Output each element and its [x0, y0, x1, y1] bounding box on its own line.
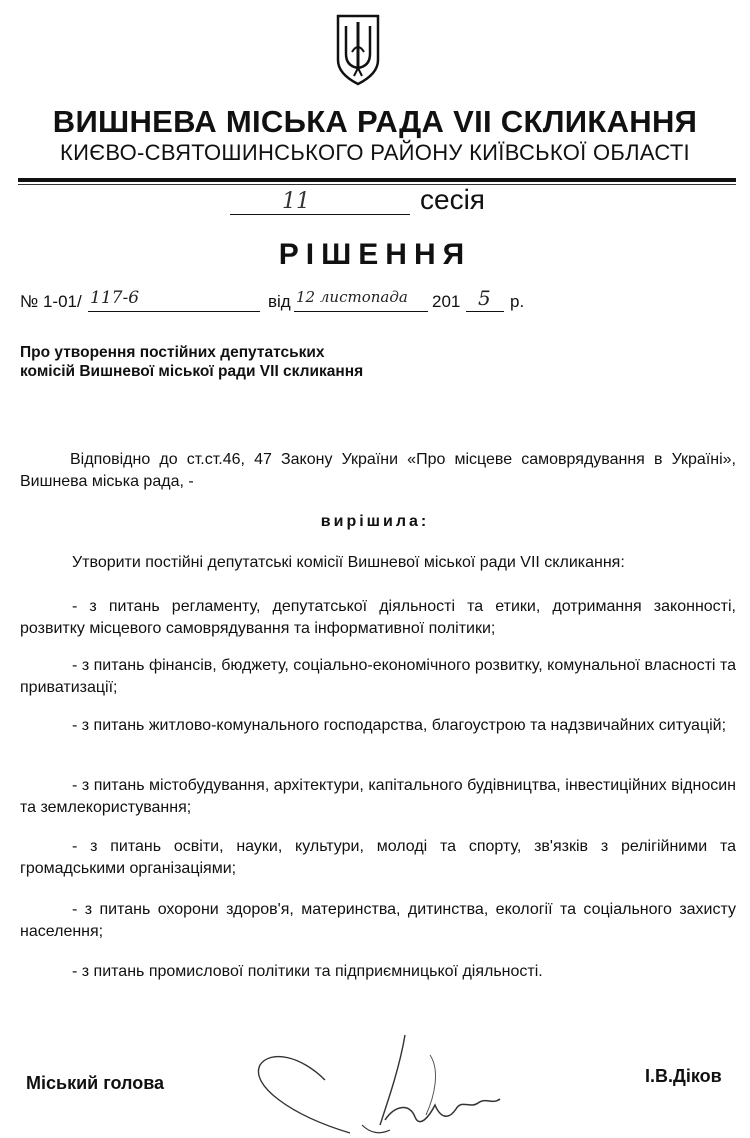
signature-name: І.В.Діков — [645, 1066, 722, 1086]
intro: Утворити постійні депутатські комісії Вишневої міської ради VII скликання: — [72, 554, 625, 571]
date-value: 12 листопада — [296, 288, 408, 306]
year-end: р. — [510, 292, 525, 311]
preamble: Відповідно до ст.ст.46, 47 Закону України «Про місцеве самоврядування в Україні», Вишнева міська рада, - — [20, 451, 736, 490]
header-divider-thin — [18, 184, 736, 185]
registration-number-underline — [88, 311, 260, 312]
registration-number: 117-6 — [90, 288, 140, 308]
commission-item: - з питань освіти, науки, культури, молоді та спорту, зв'язків з релігійними та громадськими організаціями; — [20, 838, 736, 877]
commission-item: - з питань фінансів, бюджету, соціально-економічного розвитку, комунальної власності та приватизації; — [20, 657, 736, 696]
commission-item: - з питань промислової політики та підприємницької діяльності. — [72, 963, 543, 980]
resolved-heading: вирішила: — [320, 513, 430, 530]
year-suffix: 5 — [478, 286, 491, 310]
subject-line-2: комісій Вишневої міської ради VII скликання — [20, 363, 364, 380]
commission-item: - з питань житлово-комунального господарства, благоустрою та надзвичайних ситуацій; — [72, 717, 727, 734]
session-underline — [230, 214, 410, 215]
session-number: 11 — [282, 189, 310, 214]
year-prefix: 201 — [432, 292, 461, 311]
district-line: КИЄВО-СВЯТОШИНСЬКОГО РАЙОНУ КИЇВСЬКОЇ ОБЛАСТІ — [60, 140, 690, 165]
trident-emblem — [334, 12, 382, 86]
commission-item: - з питань містобудування, архітектури, капітального будівництва, інвестиційних відносин та землекористування; — [20, 777, 736, 816]
council-name: ВИШНЕВА МІСЬКА РАДА VII СКЛИКАННЯ — [52, 104, 698, 139]
signature-title: Міський голова — [26, 1073, 165, 1093]
header-divider — [18, 178, 736, 182]
date-prefix: від — [268, 292, 291, 311]
commission-item: - з питань охорони здоров'я, материнства, дитинства, екології та соціального захисту населення; — [20, 901, 736, 940]
mayor-signature — [230, 1025, 530, 1138]
decision-subject — [20, 343, 363, 381]
session-label: сесія — [420, 184, 485, 215]
date-underline — [294, 311, 428, 312]
year-underline — [466, 311, 504, 312]
document-title: РІШЕННЯ — [278, 238, 472, 271]
subject-line-1: Про утворення постійних депутатських — [20, 344, 325, 361]
registration-number-prefix: № 1-01/ — [20, 292, 82, 311]
commission-item: - з питань регламенту, депутатської діяльності та етики, дотримання законності, розвитку місцевого самоврядування та інформативної політики; — [20, 598, 736, 637]
